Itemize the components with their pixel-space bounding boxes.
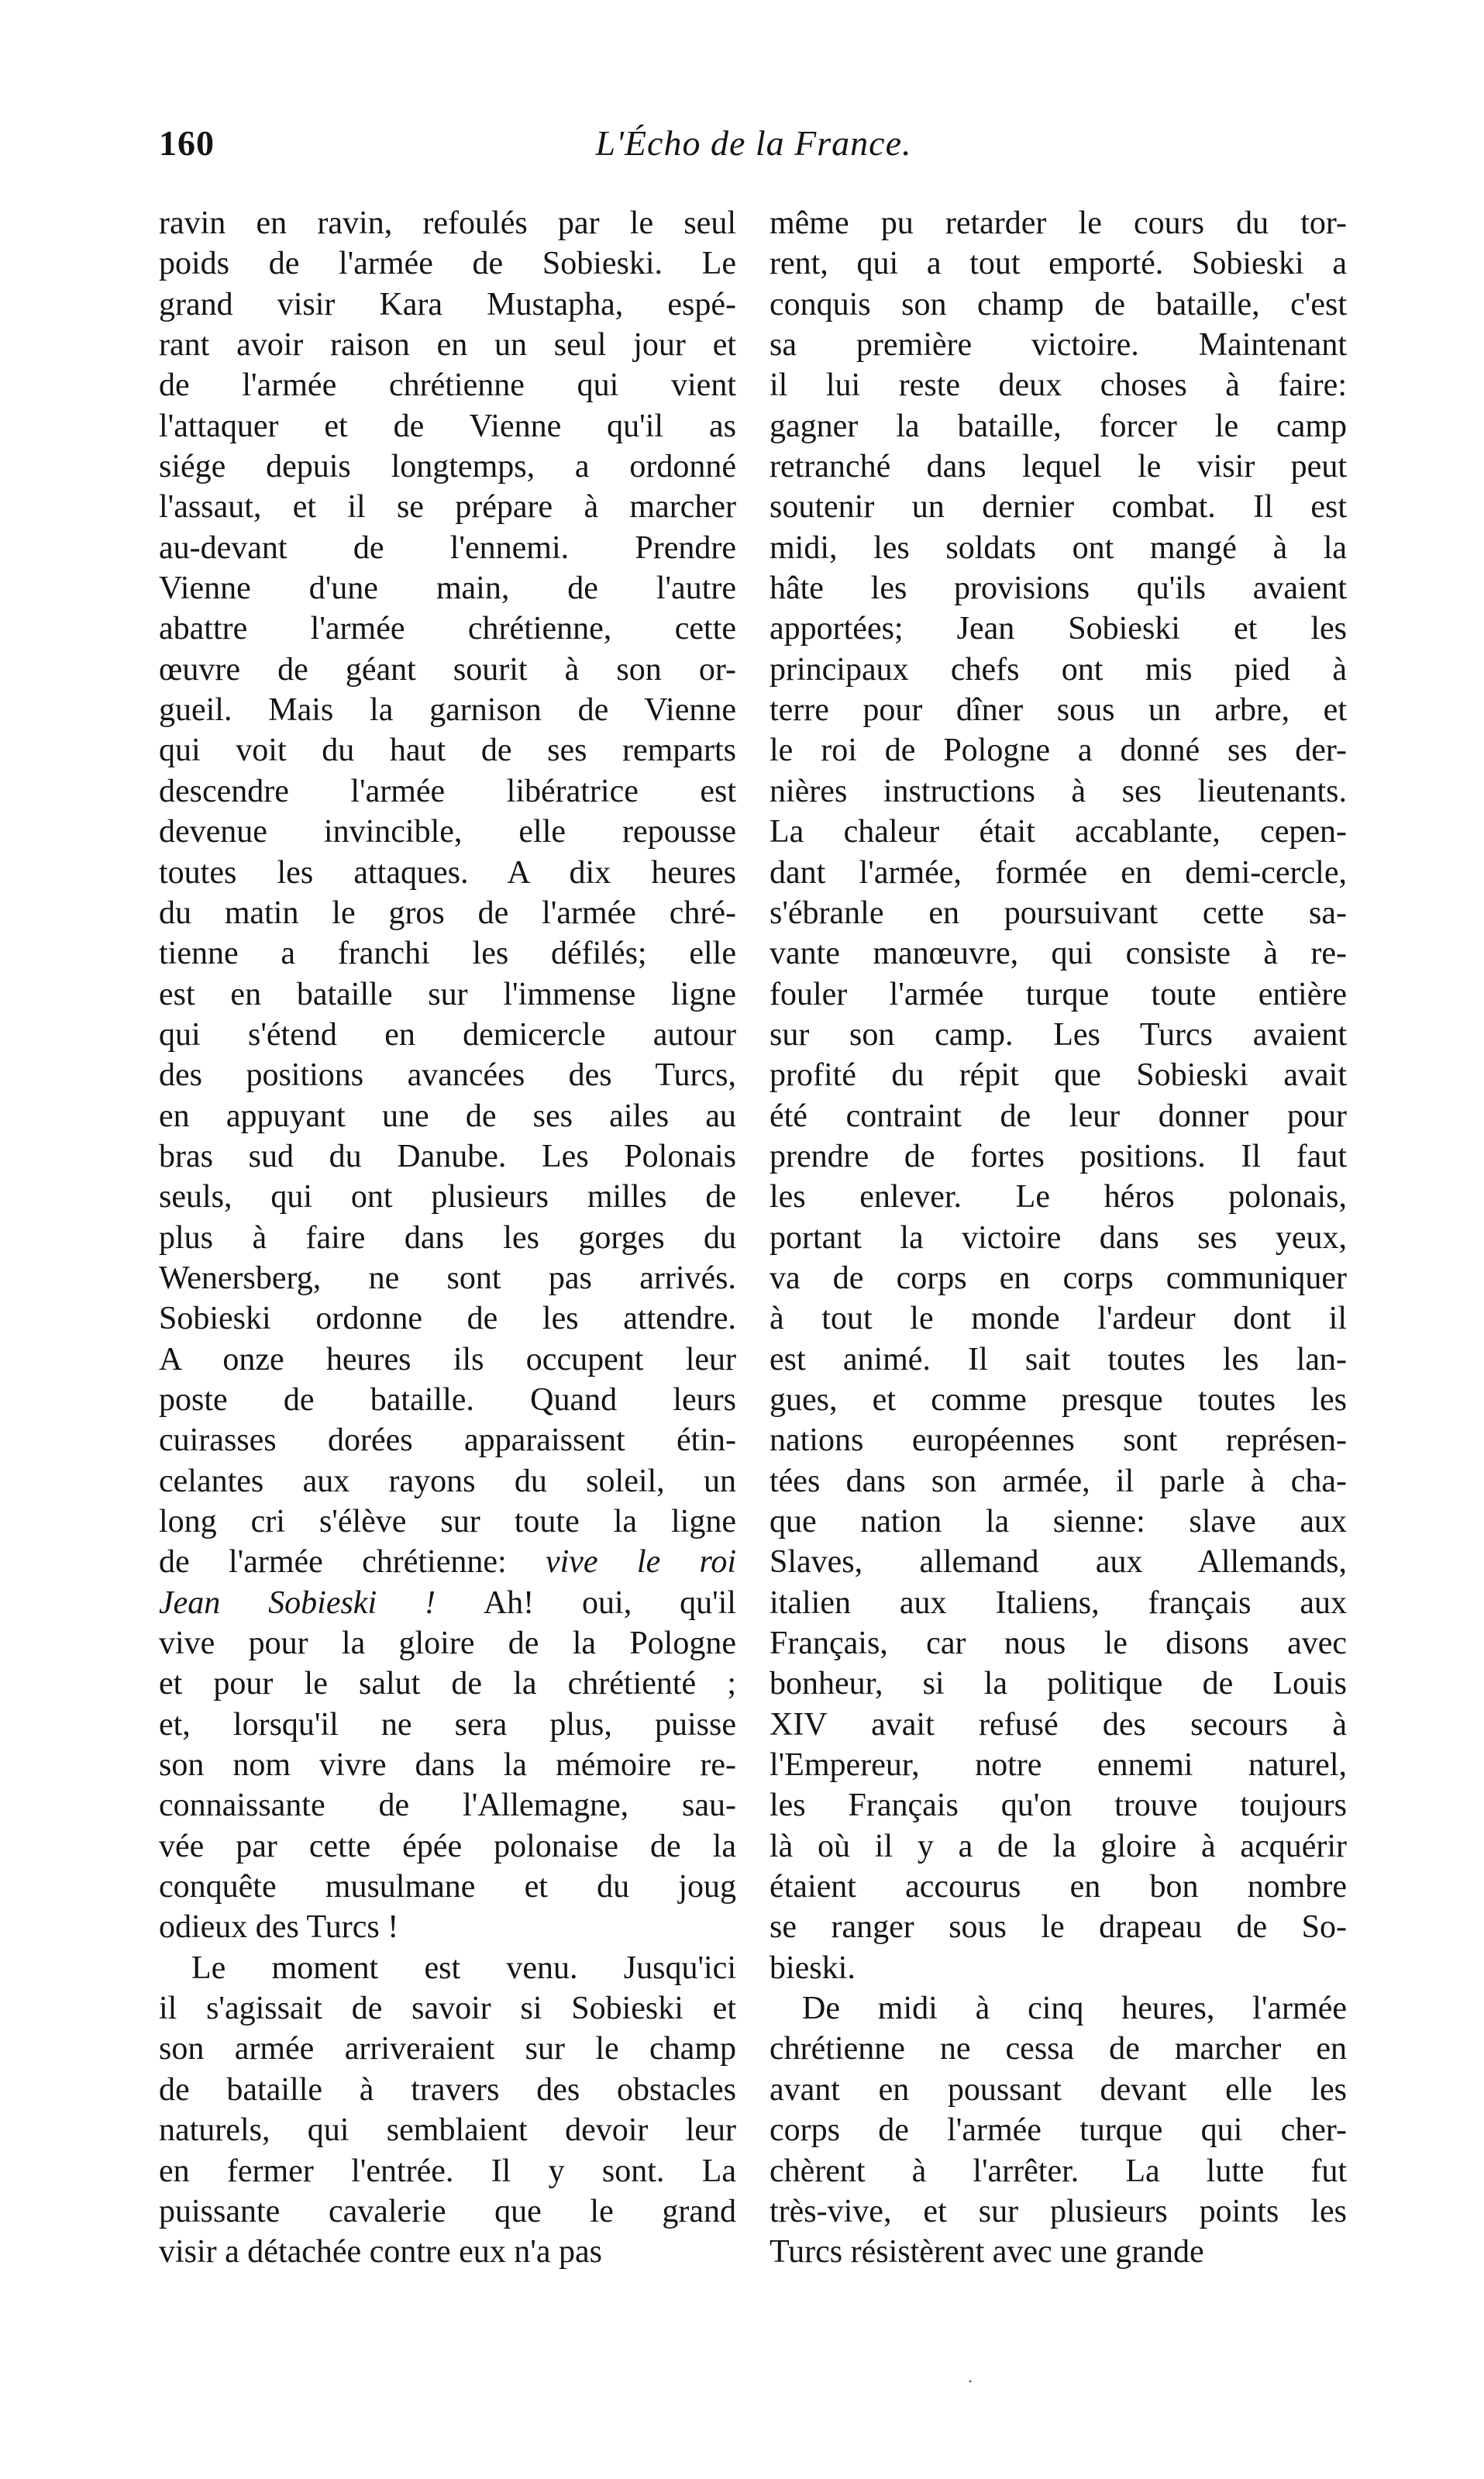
text-line: bras sud du Danube. Les Polonais bbox=[159, 1138, 736, 1174]
text-line: hâte les provisions qu'ils avaient bbox=[770, 571, 1347, 607]
text-line: avant en poussant devant elle les bbox=[770, 2071, 1347, 2108]
page-header bbox=[159, 122, 1348, 177]
text-line: en fermer l'entrée. Il y sont. La bbox=[159, 2153, 736, 2189]
text-line: va de corps en corps communiquer bbox=[770, 1260, 1347, 1296]
text-line: De midi à cinq heures, l'armée bbox=[802, 1991, 1347, 2027]
text-line: que nation la sienne: slave aux bbox=[770, 1504, 1347, 1539]
text-line: ravin en ravin, refoulés par le seul bbox=[159, 205, 736, 241]
text-line: les enlever. Le héros polonais, bbox=[770, 1179, 1347, 1215]
text-line: qui s'étend en demicercle autour bbox=[159, 1016, 736, 1053]
text-line: seuls, qui ont plusieurs milles de bbox=[159, 1179, 736, 1215]
text-line: des positions avancées des Turcs, bbox=[159, 1057, 736, 1094]
text-line: et pour le salut de la chrétienté ; bbox=[159, 1666, 736, 1702]
text-line: l'assaut, et il se prépare à marcher bbox=[159, 489, 736, 526]
text-line: connaissante de l'Allemagne, sau- bbox=[159, 1788, 736, 1824]
text-line: de bataille à travers des obstacles bbox=[159, 2071, 736, 2108]
text-line: Le moment est venu. Jusqu'ici bbox=[191, 1950, 736, 1986]
text-line: il lui reste deux choses à faire: bbox=[770, 367, 1347, 404]
print-speck: · bbox=[967, 2372, 973, 2392]
text-line: est en bataille sur l'immense ligne bbox=[159, 976, 736, 1012]
text-line: Slaves, allemand aux Allemands, bbox=[770, 1544, 1347, 1581]
text-line: bonheur, si la politique de Louis bbox=[770, 1666, 1347, 1702]
text-line: Sobieski ordonne de les attendre. bbox=[159, 1301, 736, 1337]
text-line: se ranger sous le drapeau de So- bbox=[770, 1909, 1347, 1946]
text-line: là où il y a de la gloire à acquérir bbox=[770, 1828, 1347, 1864]
text-line: italien aux Italiens, français aux bbox=[770, 1584, 1347, 1621]
text-line: de l'armée chrétienne qui vient bbox=[159, 367, 736, 404]
text-line: à tout le monde l'ardeur dont il bbox=[770, 1301, 1347, 1337]
text-line: siége depuis longtemps, a ordonné bbox=[159, 449, 736, 485]
text-line: rent, qui a tout emporté. Sobieski a bbox=[770, 246, 1347, 282]
text-line: le roi de Pologne a donné ses der- bbox=[770, 733, 1347, 769]
text-line: XIV avait refusé des secours à bbox=[770, 1706, 1347, 1743]
text-line: nières instructions à ses lieutenants. bbox=[770, 773, 1347, 809]
text-line: poste de bataille. Quand leurs bbox=[159, 1381, 736, 1418]
text-line: même pu retarder le cours du tor- bbox=[770, 205, 1347, 241]
text-line: principaux chefs ont mis pied à bbox=[770, 651, 1347, 688]
text-line: nations européennes sont représen- bbox=[770, 1422, 1347, 1459]
text-line: de l'armée chrétienne: vive le roi bbox=[159, 1544, 736, 1581]
text-line: sur son camp. Les Turcs avaient bbox=[770, 1016, 1347, 1053]
text-line: naturels, qui semblaient devoir leur bbox=[159, 2112, 736, 2149]
text-line: poids de l'armée de Sobieski. Le bbox=[159, 246, 736, 282]
text-line: tées dans son armée, il parle à cha- bbox=[770, 1463, 1347, 1499]
text-line: Turcs résistèrent avec une grande bbox=[770, 2234, 1204, 2270]
text-line: devenue invincible, elle repousse bbox=[159, 814, 736, 850]
text-line: rant avoir raison en un seul jour et bbox=[159, 327, 736, 364]
text-line: odieux des Turcs ! bbox=[159, 1909, 399, 1946]
text-line: fouler l'armée turque toute entière bbox=[770, 976, 1347, 1012]
text-line: œuvre de géant sourit à son or- bbox=[159, 651, 736, 688]
text-line: apportées; Jean Sobieski et les bbox=[770, 611, 1347, 647]
text-line: gueil. Mais la garnison de Vienne bbox=[159, 692, 736, 729]
text-line: midi, les soldats ont mangé à la bbox=[770, 529, 1347, 566]
text-line: Vienne d'une main, de l'autre bbox=[159, 571, 736, 607]
text-line: vée par cette épée polonaise de la bbox=[159, 1828, 736, 1864]
text-line: abattre l'armée chrétienne, cette bbox=[159, 611, 736, 647]
text-line: profité du répit que Sobieski avait bbox=[770, 1057, 1347, 1094]
text-line: La chaleur était accablante, cepen- bbox=[770, 814, 1347, 850]
text-line: descendre l'armée libératrice est bbox=[159, 773, 736, 809]
text-line: portant la victoire dans ses yeux, bbox=[770, 1219, 1347, 1256]
text-line: très-vive, et sur plusieurs points les bbox=[770, 2193, 1347, 2229]
text-line: l'attaquer et de Vienne qu'il as bbox=[159, 408, 736, 444]
text-line: celantes aux rayons du soleil, un bbox=[159, 1463, 736, 1499]
text-line: son nom vivre dans la mémoire re- bbox=[159, 1747, 736, 1784]
text-line: corps de l'armée turque qui cher- bbox=[770, 2112, 1347, 2149]
text-line: et, lorsqu'il ne sera plus, puisse bbox=[159, 1706, 736, 1743]
left-text-column bbox=[159, 203, 736, 2273]
text-line: prendre de fortes positions. Il faut bbox=[770, 1138, 1347, 1174]
text-line: grand visir Kara Mustapha, espé- bbox=[159, 286, 736, 322]
text-line: terre pour dîner sous un arbre, et bbox=[770, 692, 1347, 729]
text-line: toutes les attaques. A dix heures bbox=[159, 854, 736, 891]
text-line: Français, car nous le disons avec bbox=[770, 1626, 1347, 1662]
text-line: qui voit du haut de ses remparts bbox=[159, 733, 736, 769]
text-line: chrétienne ne cessa de marcher en bbox=[770, 2031, 1347, 2067]
text-line: A onze heures ils occupent leur bbox=[159, 1341, 736, 1377]
text-line: vante manœuvre, qui consiste à re- bbox=[770, 936, 1347, 972]
text-line: conquête musulmane et du joug bbox=[159, 1869, 736, 1905]
text-line: soutenir un dernier combat. Il est bbox=[770, 489, 1347, 526]
text-line: s'ébranle en poursuivant cette sa- bbox=[770, 895, 1347, 931]
right-text-column bbox=[770, 203, 1347, 2273]
text-line: du matin le gros de l'armée chré- bbox=[159, 895, 736, 931]
running-title: L'Écho de la France. bbox=[595, 123, 912, 163]
text-line: est animé. Il sait toutes les lan- bbox=[770, 1341, 1347, 1377]
text-line: conquis son champ de bataille, c'est bbox=[770, 286, 1347, 322]
text-line: gues, et comme presque toutes les bbox=[770, 1381, 1347, 1418]
text-line: gagner la bataille, forcer le camp bbox=[770, 408, 1347, 444]
text-line: visir a détachée contre eux n'a pas bbox=[159, 2234, 602, 2270]
text-line: plus à faire dans les gorges du bbox=[159, 1219, 736, 1256]
text-line: l'Empereur, notre ennemi naturel, bbox=[770, 1747, 1347, 1784]
text-line: en appuyant une de ses ailes au bbox=[159, 1098, 736, 1134]
text-line: son armée arriveraient sur le champ bbox=[159, 2031, 736, 2067]
text-line: Wenersberg, ne sont pas arrivés. bbox=[159, 1260, 736, 1296]
text-line: retranché dans lequel le visir peut bbox=[770, 449, 1347, 485]
text-line: cuirasses dorées apparaissent étin- bbox=[159, 1422, 736, 1459]
text-line: au-devant de l'ennemi. Prendre bbox=[159, 529, 736, 566]
text-line: les Français qu'on trouve toujours bbox=[770, 1788, 1347, 1824]
text-line: puissante cavalerie que le grand bbox=[159, 2193, 736, 2229]
text-line: été contraint de leur donner pour bbox=[770, 1098, 1347, 1134]
text-line: tienne a franchi les défilés; elle bbox=[159, 936, 736, 972]
text-line: sa première victoire. Maintenant bbox=[770, 327, 1347, 364]
text-line: chèrent à l'arrêter. La lutte fut bbox=[770, 2153, 1347, 2189]
page-number: 160 bbox=[159, 123, 215, 163]
text-line: Jean Sobieski ! Ah! oui, qu'il bbox=[159, 1584, 736, 1621]
text-line: dant l'armée, formée en demi-cercle, bbox=[770, 854, 1347, 891]
text-line: étaient accourus en bon nombre bbox=[770, 1869, 1347, 1905]
text-line: vive pour la gloire de la Pologne bbox=[159, 1626, 736, 1662]
text-line: long cri s'élève sur toute la ligne bbox=[159, 1504, 736, 1539]
text-line: il s'agissait de savoir si Sobieski et bbox=[159, 1991, 736, 2027]
text-line: bieski. bbox=[770, 1950, 856, 1986]
